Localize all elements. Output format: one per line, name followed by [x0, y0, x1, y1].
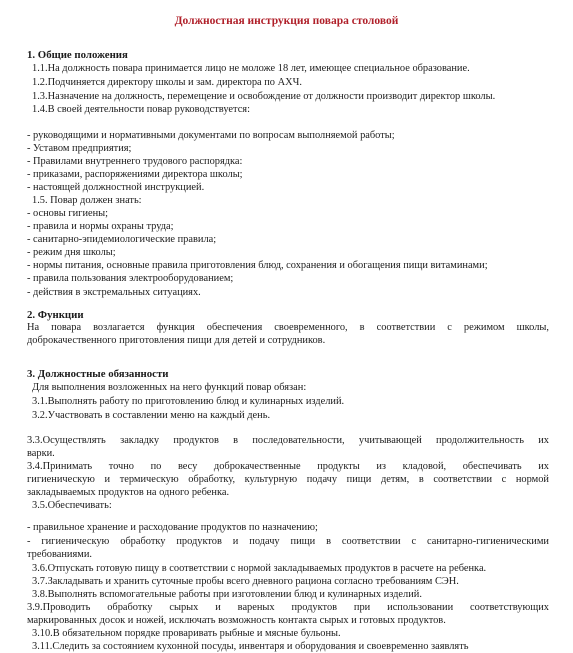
paragraph-3-7: 3.7.Закладывать и хранить суточные пробы всего дневного рациона согласно требованиям СЭН. — [32, 576, 459, 587]
document-title: Должностная инструкция повара столовой — [174, 15, 399, 27]
paragraph-3-4-line-1: 3.4.Принимать точно по весу доброкачественные продукты из кладовой, обеспечивать их — [27, 461, 549, 472]
paragraph-3-3-line-1: 3.3.Осуществлять закладку продуктов в последовательности, учитывающей продолжительность их — [27, 435, 549, 446]
paragraph-3-intro: Для выполнения возложенных на него функций повар обязан: — [32, 382, 307, 393]
paragraph-1-5: 1.5. Повар должен знать: — [32, 195, 142, 206]
section-1-heading: 1. Общие положения — [27, 49, 128, 61]
list-item: - санитарно-эпидемиологические правила; — [27, 234, 217, 245]
section-3-heading: 3. Должностные обязанности — [27, 368, 169, 380]
paragraph-1-4: 1.4.В своей деятельности повар руководствуется: — [32, 104, 250, 115]
list-item: - Правилами внутреннего трудового распорядка: — [27, 156, 243, 167]
paragraph-3-10: 3.10.В обязательном порядке проваривать рыбные и мясные бульоны. — [32, 628, 341, 639]
section-2-heading: 2. Функции — [27, 309, 84, 321]
list-item: - Уставом предприятия; — [27, 143, 132, 154]
paragraph-3-4-line-3: закладываемых продуктов на одного ребенка. — [27, 487, 230, 498]
paragraph-3-11: 3.11.Следить за состоянием кухонной посуды, инвентаря и оборудования и своевременно заявлять — [32, 641, 469, 652]
paragraph-3-5: 3.5.Обеспечивать: — [32, 500, 112, 511]
paragraph-2-line-2: доброкачественного приготовления пищи для детей и сотрудников. — [27, 335, 326, 346]
list-item: - действия в экстремальных ситуациях. — [27, 287, 201, 298]
list-item: - режим дня школы; — [27, 247, 116, 258]
list-item: - правила и нормы охраны труда; — [27, 221, 174, 232]
list-item: - руководящими и нормативными документами по вопросам выполняемой работы; — [27, 130, 395, 141]
list-item: - основы гигиены; — [27, 208, 109, 219]
paragraph-3-2: 3.2.Участвовать в составлении меню на каждый день. — [32, 410, 271, 421]
paragraph-3-1: 3.1.Выполнять работу по приготовлению блюд и кулинарных изделий. — [32, 396, 345, 407]
paragraph-1-3: 1.3.Назначение на должность, перемещение и освобождение от должности производит директор школы. — [32, 91, 496, 102]
paragraph-1-1: 1.1.На должность повара принимается лицо не моложе 18 лет, имеющее специальное образование. — [32, 63, 470, 74]
paragraph-2-line-1: На повара возлагается функция обеспечения своевременного, в соответствии с режимом школы, — [27, 322, 549, 333]
list-item: - настоящей должностной инструкцией. — [27, 182, 205, 193]
paragraph-3-3-line-2: варки. — [27, 448, 55, 459]
paragraph-1-2: 1.2.Подчиняется директору школы и зам. директора по АХЧ. — [32, 77, 302, 88]
paragraph-3-6: 3.6.Отпускать готовую пищу в соответствии с нормой закладываемых продуктов в расчете на ребенка. — [32, 563, 487, 574]
paragraph-3-9-line-1: 3.9.Проводить обработку сырых и вареных продуктов при использовании соответствующих — [27, 602, 549, 613]
list-item-line-2: требованиями. — [27, 549, 92, 560]
list-item-line-1: - гигиеническую обработку продуктов и подачу пищи в соответствии с санитарно-гигиеническими — [27, 536, 549, 547]
paragraph-3-8: 3.8.Выполнять вспомогательные работы при изготовлении блюд и кулинарных изделий. — [32, 589, 422, 600]
list-item: - нормы питания, основные правила приготовления блюд, сохранения и обогащения пищи витаминами; — [27, 260, 488, 271]
list-item: - правильное хранение и расходование продуктов по назначению; — [27, 522, 318, 533]
paragraph-3-4-line-2: гигиеническую и термическую обработку, культурную подачу пищи детям, в соответствии с нормой — [27, 474, 549, 485]
list-item: - приказами, распоряжениями директора школы; — [27, 169, 243, 180]
paragraph-3-9-line-2: маркированных досок и ножей, исключать возможность контакта сырых и готовых продуктов. — [27, 615, 446, 626]
list-item: - правила пользования электрооборудованием; — [27, 273, 234, 284]
